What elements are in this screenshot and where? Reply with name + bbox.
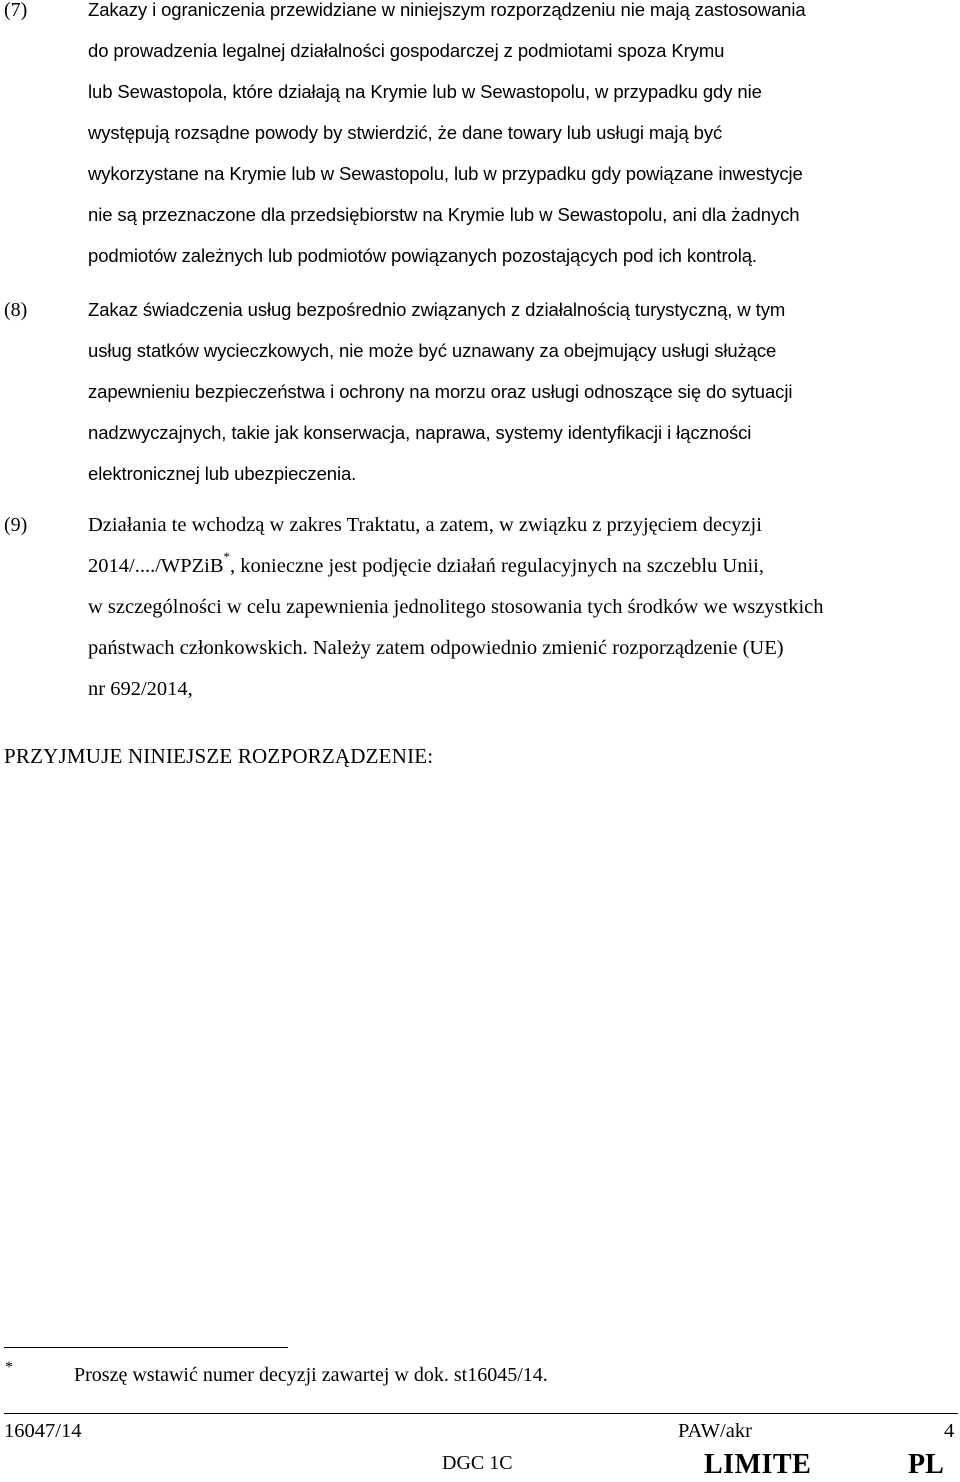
- recital-number: (7): [4, 0, 28, 21]
- text-line: usług statków wycieczkowych, nie może być uznawany za obejmujący usługi służące: [88, 340, 777, 361]
- text-line: do prowadzenia legalnej działalności gospodarczej z podmiotami spoza Krymu: [88, 40, 725, 61]
- text-line: państwach członkowskich. Należy zatem odpowiednio zmienić rozporządzenie (UE): [88, 637, 784, 659]
- text-line: w szczególności w celu zapewnienia jednolitego stosowania tych środków we wszystkich: [88, 596, 824, 618]
- text-line: występują rozsądne powody by stwierdzić, że dane towary lub usługi mają być: [88, 122, 723, 143]
- text-line: lub Sewastopola, które działają na Krymie lub w Sewastopolu, w przypadku gdy nie: [88, 81, 762, 102]
- text-line: zapewnieniu bezpieczeństwa i ochrony na morzu oraz usługi odnoszące się do sytuacji: [88, 381, 793, 402]
- line-continuation: , konieczne jest podjęcie działań regulacyjnych na szczeblu Unii,: [230, 555, 764, 577]
- document-number: 16047/14: [4, 1420, 82, 1442]
- text-line: elektronicznej lub ubezpieczenia.: [88, 463, 357, 484]
- recital-text: [88, 515, 950, 720]
- footnote-reference[interactable]: *: [223, 549, 231, 565]
- classification-marking: LIMITE: [704, 1449, 812, 1480]
- language-code: PL: [908, 1449, 944, 1480]
- text-line: nr 692/2014,: [88, 678, 193, 700]
- decision-reference: 2014/..../WPZiB: [88, 555, 224, 577]
- page-number: 4: [944, 1420, 955, 1442]
- text-line: Działania te wchodzą w zakres Traktatu, a zatem, w związku z przyjęciem decyzji: [88, 514, 762, 536]
- footnote-separator: [4, 1347, 288, 1348]
- department-code: DGC 1C: [442, 1452, 513, 1474]
- footer-separator: [4, 1413, 958, 1414]
- adoption-formula: PRZYJMUJE NINIEJSZE ROZPORZĄDZENIE:: [4, 744, 434, 768]
- footnote-text: Proszę wstawić numer decyzji zawartej w dok. st16045/14.: [74, 1364, 548, 1386]
- text-line: podmiotów zależnych lub podmiotów powiązanych pozostających pod ich kontrolą.: [88, 245, 757, 266]
- text-line: Zakazy i ograniczenia przewidziane w niniejszym rozporządzeniu nie mają zastosowania: [88, 0, 806, 20]
- text-line: [88, 549, 950, 597]
- text-line: wykorzystane na Krymie lub w Sewastopolu, lub w przypadku gdy powiązane inwestycje: [88, 163, 803, 184]
- text-line: nie są przeznaczone dla przedsiębiorstw na Krymie lub w Sewastopolu, ani dla żadnych: [88, 204, 800, 225]
- text-line: nadzwyczajnych, takie jak konserwacja, naprawa, systemy identyfikacji i łączności: [88, 422, 752, 443]
- recital-text: [88, 0, 950, 287]
- recital-number: (8): [4, 299, 28, 321]
- recital-text: [88, 300, 950, 505]
- recital-number: (9): [4, 514, 28, 536]
- text-line: Zakaz świadczenia usług bezpośrednio związanych z działalnością turystyczną, w tym: [88, 299, 786, 320]
- footnote-mark: *: [5, 1359, 13, 1376]
- author-initials: PAW/akr: [678, 1420, 752, 1442]
